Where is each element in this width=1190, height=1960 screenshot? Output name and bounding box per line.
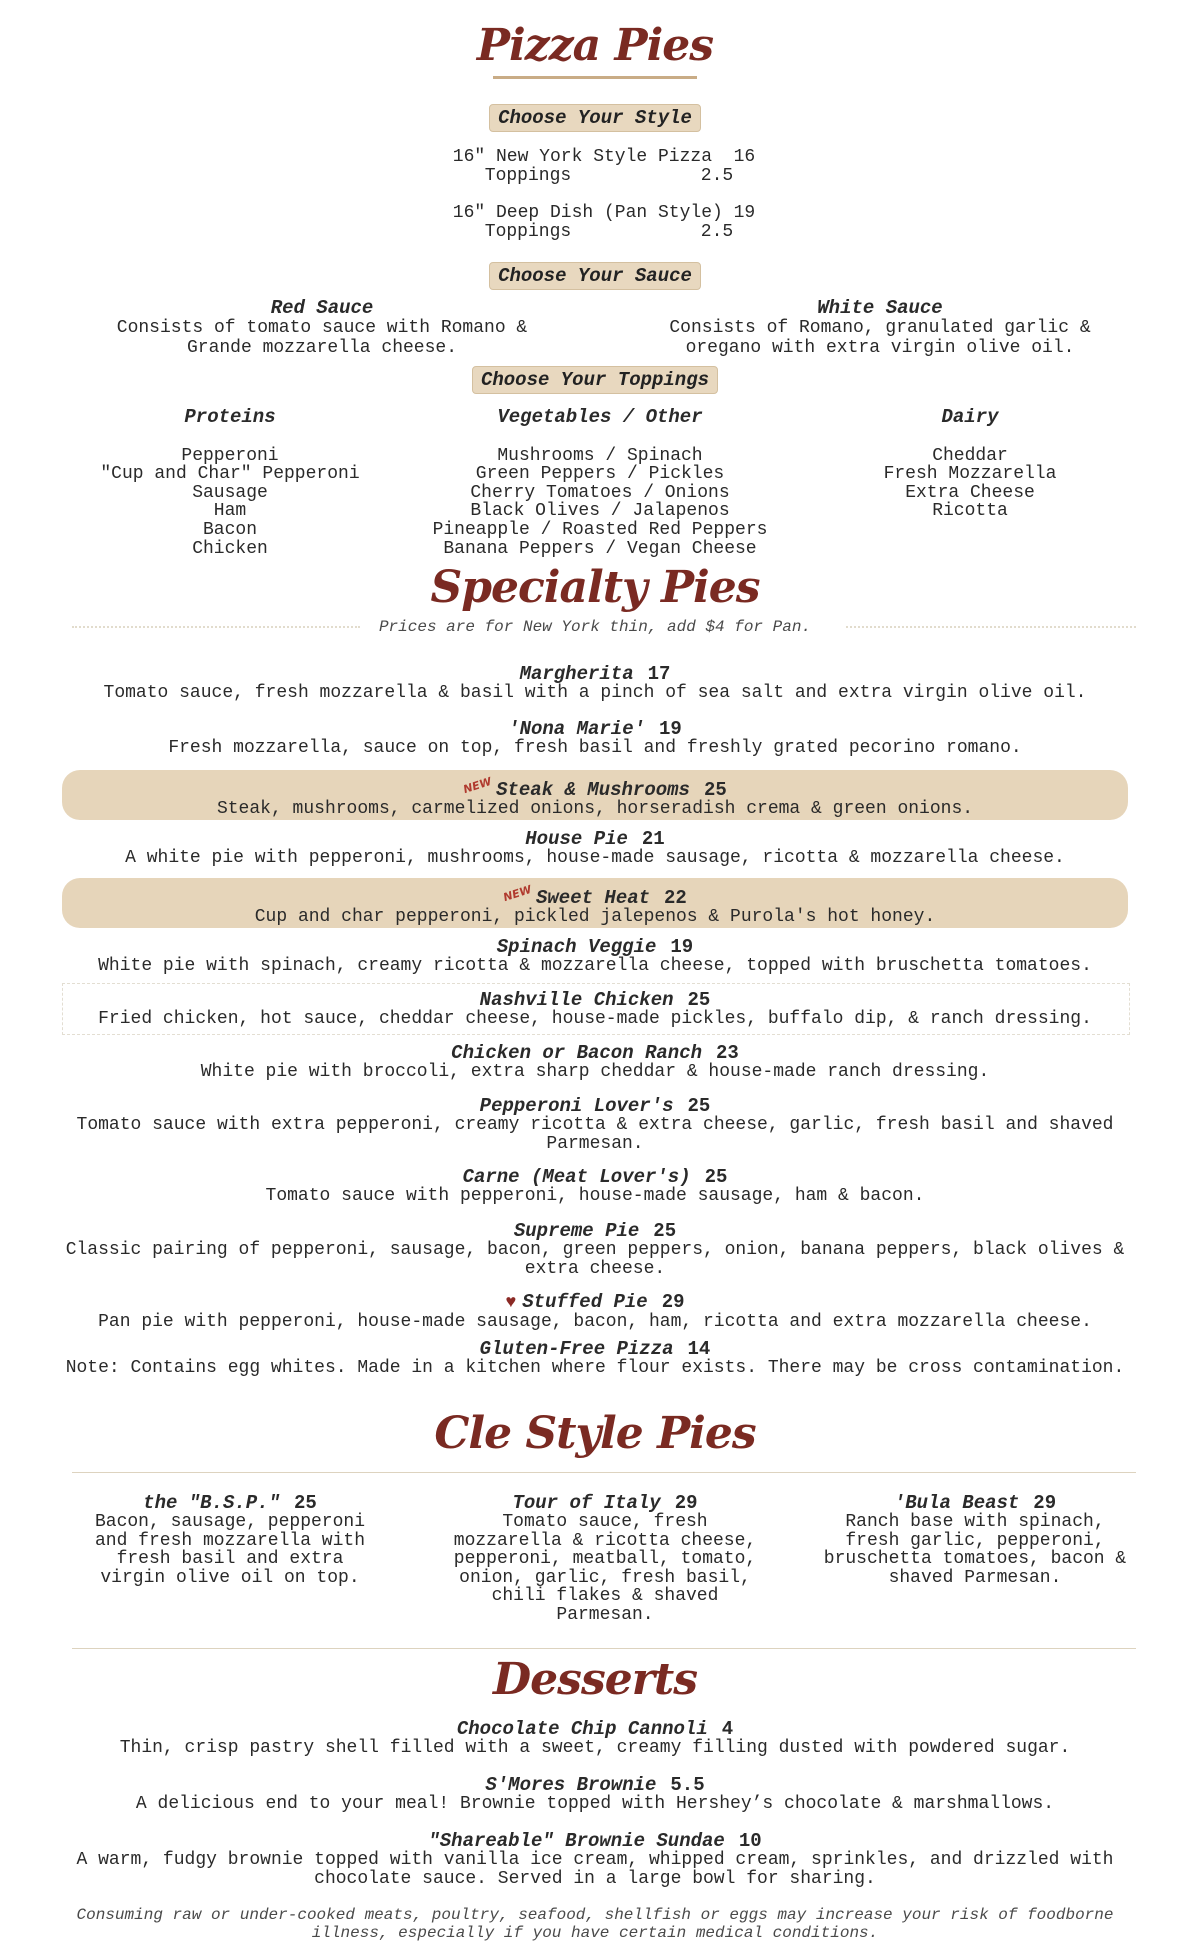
item-price: 19 [659,718,682,740]
specialty-item-steak-mushrooms [60,776,1130,819]
item-price: 17 [647,663,671,685]
item-price: 25 [687,989,711,1011]
topping-item: Black Olives / Jalapenos [470,501,730,522]
item-desc: White pie with spinach, creamy ricotta & mozzarella cheese, topped with bruschetta tomatoes. [98,956,1092,976]
pizza-title: Pizza Pies [476,20,714,71]
item-price: 4 [721,1718,734,1740]
specialty-item-house-pie [60,830,1130,868]
item-title: 'Nona Marie' [508,718,645,740]
item-title: S'Mores Brownie [485,1774,657,1796]
topping-item: Banana Peppers / Vegan Cheese [443,538,757,559]
topping-item: Extra Cheese [905,482,1035,503]
style-ny-line: 16" New York Style Pizza 16 [452,147,756,167]
item-title: Sweet Heat [536,887,651,909]
item-name [60,1832,1130,1851]
item-price: 23 [716,1042,739,1064]
item-name [60,665,1130,684]
specialty-note: Prices are for New York thin, add $4 for Pan. [378,618,812,636]
item-desc: Tomato sauce with pepperoni, house-made sausage, ham & bacon. [265,1186,925,1206]
topping-item: Ricotta [932,501,1008,522]
item-desc: Cup and char pepperoni, pickled jalepenos & Purola's hot honey. [254,907,936,927]
style-deep-line: 16" Deep Dish (Pan Style) 19 [452,203,756,223]
toppings-dairy [850,408,1090,521]
item-desc: Tomato sauce, fresh mozzarella & basil with a pinch of sea salt and extra virgin olive oil. [103,683,1087,703]
choose-toppings-label: Choose Your Toppings [472,366,718,394]
item-title: Carne (Meat Lover's) [462,1166,691,1188]
toppings-dairy-head: Dairy [941,406,999,428]
item-title: "Shareable" Brownie Sundae [428,1830,725,1852]
sauce-red [62,298,582,358]
item-price: 29 [674,1492,698,1514]
topping-item: Fresh Mozzarella [883,464,1057,485]
item-name [60,720,1130,739]
item-title: Stuffed Pie [522,1291,648,1313]
specialty-item-pepperoni-lovers [60,1097,1130,1153]
item-desc: A white pie with pepperoni, mushrooms, house-made sausage, ricotta & mozzarella cheese. [125,848,1065,868]
cle-item-bsp [80,1494,380,1587]
item-desc: A delicious end to your meal! Brownie topped with Hershey’s chocolate & marshmallows. [135,1794,1055,1814]
item-desc: White pie with broccoli, extra sharp cheddar & house-made ranch dressing. [200,1062,990,1082]
item-name [60,1720,1130,1739]
specialty-item-margherita [60,665,1130,703]
topping-item: Cherry Tomatoes / Onions [470,482,730,503]
topping-item: Mushrooms / Spinach [497,445,703,466]
item-name [445,1494,765,1513]
item-price: 29 [1033,1492,1057,1514]
sauce-red-name: Red Sauce [270,297,374,319]
cle-title: Cle Style Pies [434,1408,756,1459]
item-title: Steak & Mushrooms [496,779,690,801]
cle-rule-bottom [72,1648,1136,1649]
choose-sauce-label: Choose Your Sauce [489,262,701,290]
topping-item: "Cup and Char" Pepperoni [100,464,360,485]
toppings-vegetables [410,408,790,558]
specialty-header [0,564,1190,612]
toppings-vegetables-head: Vegetables / Other [497,406,703,428]
style-deep-toppings: Toppings 2.5 [484,222,734,242]
item-name [60,776,1130,800]
item-name [820,1494,1130,1513]
specialty-item-chicken-bacon-ranch [60,1044,1130,1082]
topping-item: Chicken [192,538,268,559]
topping-item: Pineapple / Roasted Red Peppers [432,519,768,540]
item-title: Spinach Veggie [496,936,657,958]
item-title: Chocolate Chip Cannoli [456,1718,708,1740]
item-desc: Classic pairing of pepperoni, sausage, bacon, green peppers, onion, banana peppers, black olives & extra cheese. [65,1240,1125,1279]
desserts-header [0,1656,1190,1704]
item-desc: Fried chicken, hot sauce, cheddar cheese, house-made pickles, buffalo dip, & ranch dressing. [98,1009,1092,1029]
item-price: 29 [661,1291,685,1313]
item-name [60,1222,1130,1241]
cle-item-tour-of-italy [445,1494,765,1625]
sauce-label-wrap [0,262,1190,290]
item-desc: Tomato sauce, fresh mozzarella & ricotta cheese, pepperoni, meatball, tomato, onion, garlic, fresh basil, chili flakes & shaved Parmesan. [453,1512,757,1625]
cle-item-bula-beast [820,1494,1130,1587]
specialty-item-carne [60,1168,1130,1206]
cle-header [0,1410,1190,1458]
item-name [60,1776,1130,1795]
item-title: Nashville Chicken [479,989,674,1011]
item-title: Margherita [519,663,634,685]
item-name [80,1494,380,1513]
item-desc: Ranch base with spinach, fresh garlic, pepperoni, bruschetta tomatoes, bacon & shaved Parmesan. [823,1512,1127,1588]
style-ny-toppings: Toppings 2.5 [484,166,734,186]
pizza-header [0,22,1190,79]
item-price: 5.5 [670,1774,705,1796]
topping-item: Sausage [192,482,268,503]
item-price: 10 [738,1830,762,1852]
item-desc: Steak, mushrooms, carmelized onions, horseradish crema & green onions. [216,799,974,819]
dessert-item-cannoli [60,1720,1130,1758]
item-desc: Bacon, sausage, pepperoni and fresh mozzarella with fresh basil and extra virgin olive oil on top. [94,1512,366,1588]
toppings-label-wrap [0,366,1190,394]
item-price: 25 [294,1492,317,1514]
sauce-white [660,298,1100,358]
new-badge: NEW [461,774,494,797]
sauce-red-desc: Consists of tomato sauce with Romano & Grande mozzarella cheese. [116,318,528,358]
dessert-item-smores-brownie [60,1776,1130,1814]
item-desc: Tomato sauce with extra pepperoni, creamy ricotta & extra cheese, garlic, fresh basil and shaved Parmesan. [76,1115,1114,1154]
specialty-item-nona-marie [60,720,1130,758]
item-price: 25 [687,1095,711,1117]
item-title: Tour of Italy [512,1492,661,1514]
specialty-item-nashville-chicken [60,991,1130,1029]
item-desc: A warm, fudgy brownie topped with vanilla ice cream, whipped cream, sprinkles, and drizzled with chocolate sauce. Served in a large bowl for sharing. [76,1850,1114,1889]
item-price: 25 [703,779,727,801]
specialty-item-stuffed [60,1293,1130,1332]
new-badge: NEW [501,882,534,905]
toppings-proteins [80,408,380,558]
specialty-item-gluten-free [60,1340,1130,1378]
specialty-item-sweet-heat [60,884,1130,927]
heart-icon: ♥ [505,1293,517,1313]
item-price: 22 [664,887,687,909]
item-title: Chicken or Bacon Ranch [451,1042,703,1064]
item-name [60,1293,1130,1313]
item-title: Pepperoni Lover's [479,1095,674,1117]
item-desc: Fresh mozzarella, sauce on top, fresh basil and freshly grated pecorino romano. [168,738,1022,758]
item-name [60,884,1130,908]
topping-item: Pepperoni [181,445,279,466]
item-title: 'Bula Beast [893,1492,1020,1514]
topping-item: Green Peppers / Pickles [475,464,725,485]
cle-rule-top [72,1472,1136,1473]
item-title: Gluten-Free Pizza [479,1338,674,1360]
dessert-item-brownie-sundae [60,1832,1130,1888]
item-title: the "B.S.P." [143,1492,280,1514]
item-name [60,830,1130,849]
item-name [60,991,1130,1010]
item-name [60,1340,1130,1359]
sauce-white-desc: Consists of Romano, granulated garlic & oregano with extra virgin olive oil. [669,318,1091,358]
item-desc: Pan pie with pepperoni, house-made sausage, bacon, ham, ricotta and extra mozzarella cheese. [98,1312,1092,1332]
item-name [60,1044,1130,1063]
item-desc: Thin, crisp pastry shell filled with a sweet, creamy filling dusted with powdered sugar. [119,1738,1071,1758]
item-price: 14 [687,1338,711,1360]
desserts-title: Desserts [493,1654,697,1705]
title-underline [493,76,697,79]
specialty-item-spinach-veggie [60,938,1130,976]
item-price: 25 [653,1220,677,1242]
topping-item: Ham [213,501,247,522]
item-title: Supreme Pie [513,1220,640,1242]
item-price: 21 [641,828,665,850]
specialty-title: Specialty Pies [430,562,760,613]
choose-style-label: Choose Your Style [489,104,701,132]
topping-item: Bacon [202,519,257,540]
topping-item: Cheddar [932,445,1008,466]
item-desc: Note: Contains egg whites. Made in a kitchen where flour exists. There may be cross contamination. [65,1358,1125,1378]
item-title: House Pie [525,828,628,850]
item-price: 19 [670,936,694,958]
item-name [60,938,1130,957]
toppings-proteins-head: Proteins [184,406,276,428]
item-name [60,1168,1130,1187]
style-list [0,148,1190,242]
item-name [60,1097,1130,1116]
item-price: 25 [704,1166,728,1188]
sauce-white-name: White Sauce [817,297,943,319]
style-label-wrap [0,104,1190,132]
food-safety-disclaimer: Consuming raw or under-cooked meats, poultry, seafood, shellfish or eggs may increase your risk of foodborne illness, especially if you have certain medical conditions. [76,1906,1114,1942]
specialty-item-supreme [60,1222,1130,1278]
